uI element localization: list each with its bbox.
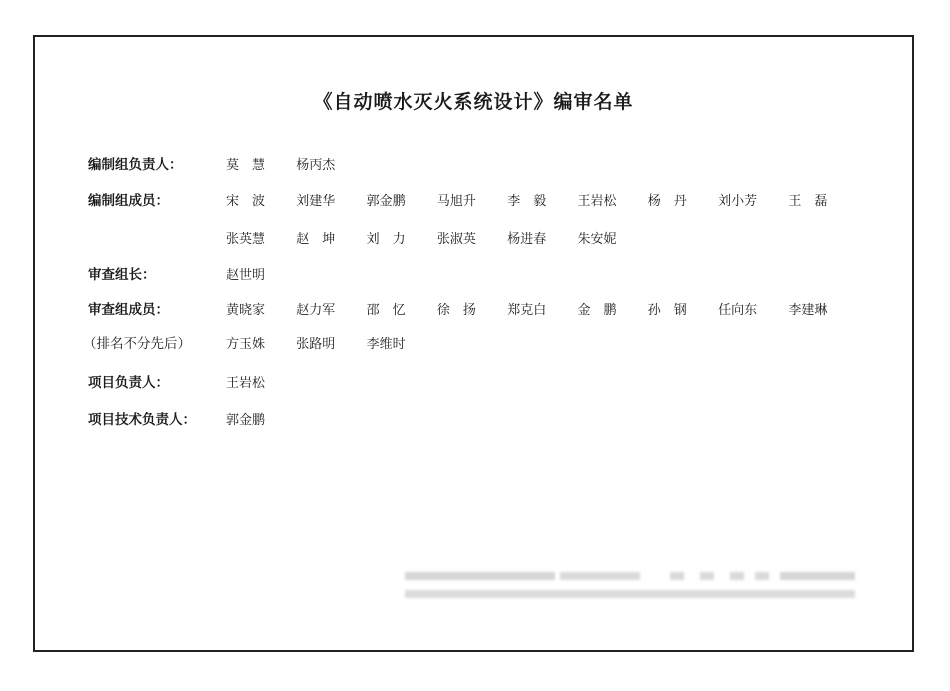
row-label: 编制组成员： (88, 193, 169, 209)
row-label: 审查组成员： (88, 302, 169, 318)
person-name: 莫 慧 (226, 158, 266, 173)
name-list (226, 373, 296, 394)
person-name: 王 磊 (788, 194, 828, 209)
person-name: 张淑英 (436, 232, 476, 247)
person-name: 杨 丹 (647, 194, 687, 209)
person-name: 邵 忆 (366, 303, 406, 318)
person-name: 王岩松 (577, 194, 617, 209)
person-name: 宋 波 (226, 194, 266, 209)
name-list (226, 155, 367, 176)
row-tech-lead (88, 410, 296, 430)
blur-block (700, 572, 714, 580)
name-list (226, 300, 859, 321)
person-name: 杨丙杰 (296, 158, 336, 173)
person-name: 张英慧 (226, 232, 266, 247)
row-editors (88, 191, 859, 211)
row-chief-editors (88, 155, 367, 175)
person-name: 孙 钢 (647, 303, 687, 318)
person-name: 郑克白 (507, 303, 547, 318)
person-name: 刘小芳 (718, 194, 758, 209)
person-name: 张路明 (296, 337, 336, 352)
person-name: 刘 力 (366, 232, 406, 247)
person-name: 郭金鹏 (366, 194, 406, 209)
name-list (226, 334, 437, 355)
person-name: 杨进春 (507, 232, 547, 247)
name-list (226, 229, 648, 250)
row-label: 项目负责人： (88, 375, 169, 391)
row-reviewers-cont (83, 334, 437, 354)
blur-block (560, 572, 640, 580)
ordering-note: （排名不分先后） (83, 336, 191, 352)
row-reviewers (88, 300, 859, 320)
person-name: 李建琳 (788, 303, 828, 318)
blur-block (730, 572, 744, 580)
row-project-lead (88, 373, 296, 393)
row-editors-cont (88, 229, 648, 249)
person-name: 朱安妮 (577, 232, 617, 247)
person-name: 赵 坤 (296, 232, 336, 247)
person-name: 徐 扬 (436, 303, 476, 318)
person-name: 方玉姝 (226, 337, 266, 352)
person-name: 赵力军 (296, 303, 336, 318)
blur-block (670, 572, 684, 580)
row-label: 编制组负责人： (88, 157, 183, 173)
name-list (226, 265, 296, 286)
document-title: 《自动喷水灭火系统设计》编审名单 (313, 91, 634, 113)
person-name: 王岩松 (226, 376, 266, 391)
name-list (226, 191, 859, 212)
blur-block (405, 572, 555, 580)
person-name: 李维时 (366, 337, 406, 352)
person-name: 金 鹏 (577, 303, 617, 318)
row-label: 项目技术负责人： (88, 412, 196, 428)
person-name: 郭金鹏 (226, 413, 266, 428)
blur-block (405, 590, 855, 598)
row-label: 审查组长： (88, 267, 156, 283)
person-name: 刘建华 (296, 194, 336, 209)
person-name: 赵世明 (226, 268, 266, 283)
person-name: 任向东 (718, 303, 758, 318)
person-name: 李 毅 (507, 194, 547, 209)
blur-block (755, 572, 769, 580)
blur-block (780, 572, 855, 580)
name-list (226, 410, 296, 431)
person-name: 马旭升 (436, 194, 476, 209)
person-name: 黄晓家 (226, 303, 266, 318)
document-frame (33, 35, 914, 652)
row-review-chief (88, 265, 296, 285)
blur-texture (370, 568, 860, 604)
blurred-footer-watermark (370, 568, 860, 604)
